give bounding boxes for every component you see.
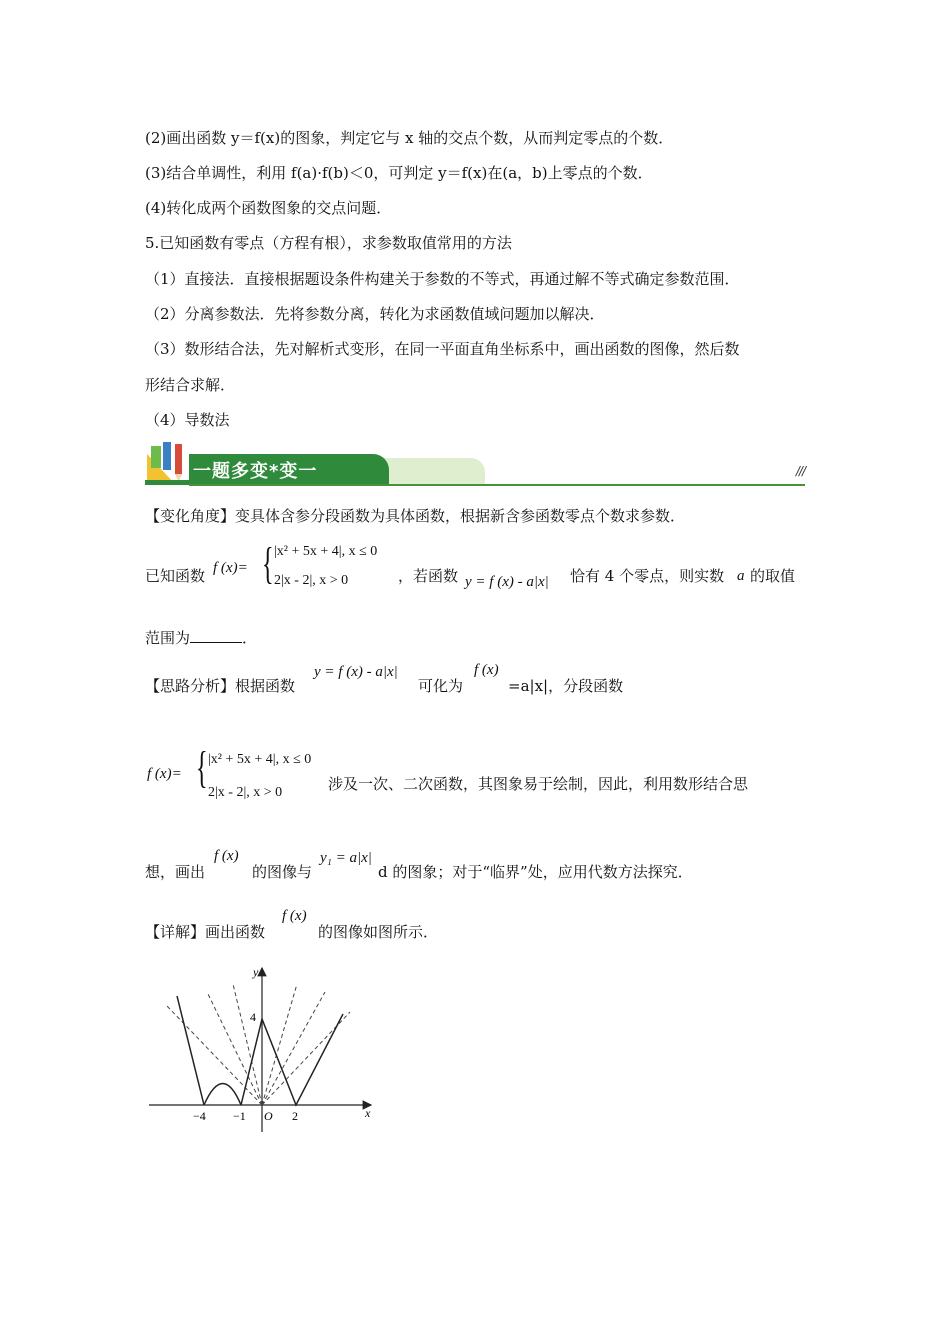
analysis-p2y: y₁ = a|x| bbox=[320, 850, 372, 866]
answer-blank bbox=[190, 628, 242, 643]
x-axis-label: x bbox=[365, 1106, 371, 1120]
analysis-piece-2: 2|x - 2|, x > 0 bbox=[208, 785, 283, 800]
analysis-p2b: 的图像与 bbox=[252, 863, 313, 881]
analysis-p2c: d 的图象；对于“临界”处，应用代数方法探究． bbox=[378, 863, 693, 881]
detail-rest: 的图像如图所示． bbox=[318, 923, 439, 941]
problem-after: 恰有 4 个零点，则实数 bbox=[570, 567, 725, 585]
banner-rule bbox=[189, 484, 805, 486]
text-line-9: （4）导数法 bbox=[145, 411, 230, 429]
range-label: 范围为 bbox=[145, 629, 191, 647]
range-end: ． bbox=[242, 629, 258, 647]
detail-label: 【详解】画出函数 bbox=[145, 923, 266, 941]
analysis-label: 【思路分析】根据函数 bbox=[145, 677, 296, 695]
tick-2: 2 bbox=[292, 1109, 298, 1123]
problem-a-var: a bbox=[737, 568, 745, 584]
y-axis-label: y bbox=[253, 965, 259, 979]
problem-angle: 【变化角度】变具体含参分段函数为具体函数，根据新含参函数零点个数求参数． bbox=[145, 507, 686, 525]
function-graph bbox=[145, 962, 385, 1142]
problem-range bbox=[145, 628, 257, 648]
analysis-piece-1: |x² + 5x + 4|, x ≤ 0 bbox=[208, 752, 312, 767]
text-line-3: (4)转化成两个函数图象的交点问题． bbox=[145, 199, 392, 217]
problem-g: y = f (x) - a|x| bbox=[465, 574, 549, 590]
text-line-8: 形结合求解． bbox=[145, 376, 236, 394]
function-curve bbox=[177, 996, 343, 1105]
origin-label: O bbox=[264, 1109, 273, 1123]
section-banner bbox=[145, 440, 805, 486]
pencil-ruler-icon bbox=[145, 440, 193, 486]
tick-minus-4: −4 bbox=[193, 1109, 206, 1123]
banner-slash: /// bbox=[795, 464, 805, 478]
analysis-p2fx: f (x) bbox=[214, 848, 239, 864]
analysis-fx: f (x) bbox=[474, 662, 499, 678]
tick-4: 4 bbox=[250, 1010, 256, 1024]
problem-brace: { bbox=[262, 539, 274, 588]
analysis-fx2: f (x)= bbox=[147, 766, 182, 782]
problem-known: 已知函数 bbox=[145, 567, 206, 585]
text-line-1: (2)画出函数 y＝f(x)的图象，判定它与 x 轴的交点个数，从而判定零点的个数． bbox=[145, 129, 674, 147]
problem-fx: f (x)= bbox=[213, 560, 248, 576]
banner-title: 一题多变*变一 bbox=[193, 461, 318, 482]
analysis-mid: 可化为 bbox=[418, 677, 464, 695]
text-line-4: 5.已知函数有零点（方程有根），求参数取值常用的方法 bbox=[145, 234, 512, 252]
problem-piece-1: |x² + 5x + 4|, x ≤ 0 bbox=[274, 544, 378, 559]
tick-minus-1: −1 bbox=[233, 1109, 246, 1123]
analysis-rest: =a|x|，分段函数 bbox=[508, 677, 624, 695]
problem-tail: 的取值 bbox=[750, 567, 796, 585]
detail-fx: f (x) bbox=[282, 908, 307, 924]
problem-mid: ，若函数 bbox=[398, 567, 459, 585]
problem-piece-2: 2|x - 2|, x > 0 bbox=[274, 573, 349, 588]
text-line-5: （1）直接法．直接根据题设条件构建关于参数的不等式，再通过解不等式确定参数范围． bbox=[145, 270, 740, 288]
analysis-brace: { bbox=[196, 743, 208, 792]
text-line-6: （2）分离参数法．先将参数分离，转化为求函数值域问题加以解决． bbox=[145, 305, 605, 323]
text-line-2: (3)结合单调性，利用 f(a)·f(b)＜0，可判定 y＝f(x)在(a，b)上零点的个数． bbox=[145, 164, 653, 182]
dashed-lines bbox=[167, 984, 350, 1105]
analysis-p2a: 想，画出 bbox=[145, 863, 206, 881]
analysis-side: 涉及一次、二次函数，其图象易于绘制，因此，利用数形结合思 bbox=[328, 775, 749, 793]
analysis-g: y = f (x) - a|x| bbox=[314, 664, 398, 680]
text-line-7: （3）数形结合法，先对解析式变形，在同一平面直角坐标系中，画出函数的图像，然后数 bbox=[145, 340, 740, 358]
